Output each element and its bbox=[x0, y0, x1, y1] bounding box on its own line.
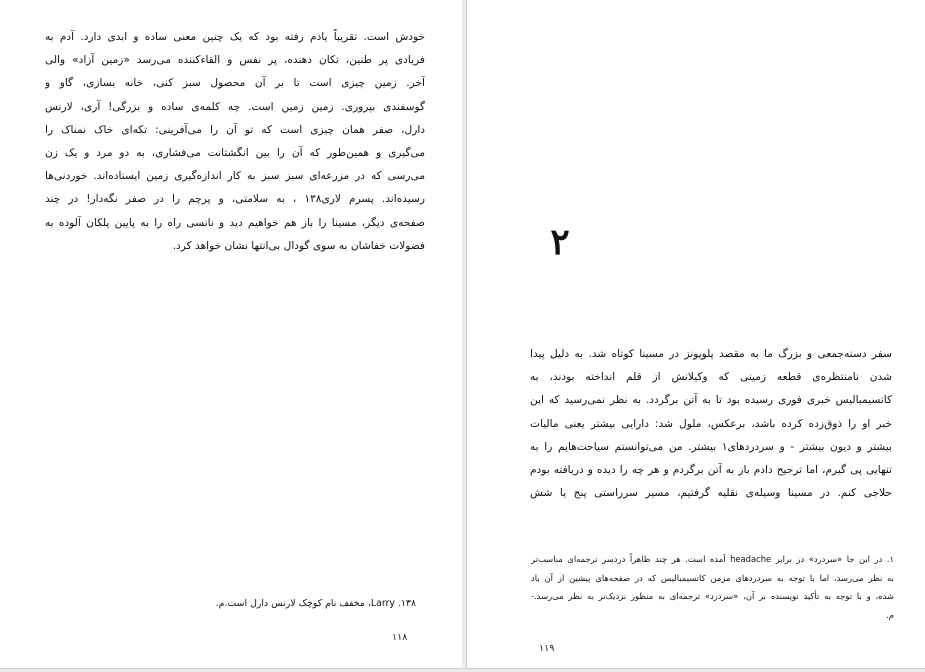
left-footnote bbox=[150, 595, 416, 613]
footnote-line: ۱. در این جا «سردرد» در برابر headache آمده است. هر چند ظاهراً دردسر ترجمه‌ای مناسب‌تر bbox=[531, 554, 894, 564]
text-line: تنهایی پی گیرم، اما ترجیح دادم باز به آتن برگردم و هر چه را دیده و دریافته بودم bbox=[530, 464, 892, 477]
chapter-number: ۲ bbox=[550, 221, 570, 263]
page-number: ۱۱۸ bbox=[392, 632, 408, 643]
footnote-line: ۱۳۸. Larry، مخفف نام کوچک لارنس دارل است.م. bbox=[215, 598, 416, 609]
text-line: بیشتر و دیون بیشتر - و سردردهای۱ بیشتر. من می‌توانستم سیاحت‌هایم را به bbox=[530, 440, 892, 453]
left-page bbox=[0, 0, 462, 668]
text-line: خبر او را ذوق‌زده کرده باشد، برعکس، ملول شد: دارایی بیشتر یعنی مالیات bbox=[530, 417, 892, 430]
left-body-text bbox=[45, 26, 425, 258]
text-line: خودش است. تقریباً یادم رفته بود که یک چنین معنی ساده و ابدی دارد. آدم به bbox=[45, 31, 425, 43]
right-page bbox=[467, 0, 925, 668]
text-line: دارل، صفر همان چیزی است که تو آن را می‌آفرینی: تکه‌ای خاک نمناک را bbox=[45, 123, 425, 136]
text-line: گوسفندی بپروری. زمین زمین است. چه کلمه‌ی ساده و بزرگی! آری، لارنس bbox=[45, 100, 425, 113]
text-line: فضولات خفاشان به سوی گودال بی‌انتها نشان خواهد کرد. bbox=[172, 239, 425, 252]
text-line: رسیده‌اند. پسرم لاری۱۳۸ ، به سلامتی، و پرچم را در صفر نگه‌دار! در چند bbox=[45, 193, 425, 206]
text-line: می‌گیری و همین‌طور که آن را بین انگشتانت می‌فشاری، به دو مرد و یک زن bbox=[45, 147, 425, 160]
footnote-line: م. bbox=[886, 609, 894, 620]
right-body-text bbox=[530, 343, 892, 505]
text-line: حلاجی کنم. در مسینا وسیله‌ی نقلیه گرفتیم، مسیر سرراستی پنج یا شش bbox=[530, 487, 892, 500]
text-line: سفر دسته‌جمعی و بزرگ ما به مقصد پلوپونز در مسینا کوتاه شد. به دلیل پیدا bbox=[530, 348, 892, 360]
footnote-line: به نظر می‌رسد، اما با توجه به سردردهای مزمن کاتسیمبالیس که در صفحه‌های پیشین از آن یاد bbox=[531, 572, 894, 583]
text-line: می‌رسی که در مزرعه‌ای سبز سبز به کار اندازه‌گیری زمین ایستاده‌اند. خوردنی‌ها bbox=[45, 170, 425, 183]
footnote-line: شده، و با توجه به تأکید نویسنده بر آن، «سردرد» ترجمه‌ای به منظور نزدیک‌تر به نظر می‌رسد.- bbox=[531, 591, 894, 601]
text-line: فریادی پر طنین، تکان دهنده، پر نفس و القاءکننده می‌رسد «زمین آزاد» والی bbox=[45, 54, 425, 67]
text-line: شدن نامنتظره‌ی قطعه زمینی که وکیلانش از قلم انداخته بودند، به bbox=[530, 371, 892, 384]
right-footnote bbox=[531, 550, 894, 624]
text-line: آخر. زمین چیزی است تا بر آن محصول سبز کنی، خانه بسازی، گاو و bbox=[45, 77, 425, 90]
page-number: ۱۱۹ bbox=[539, 643, 555, 654]
text-line: صفحه‌ی دیگر، مسینا را باز هم خواهیم دید و نانسی راه را به پایین پلکان آلوده به bbox=[45, 216, 425, 229]
text-line: کاتسیمبالیس خبری فوری رسیده بود تا به آتن برگردد. به نظر نمی‌رسید که این bbox=[530, 394, 892, 407]
